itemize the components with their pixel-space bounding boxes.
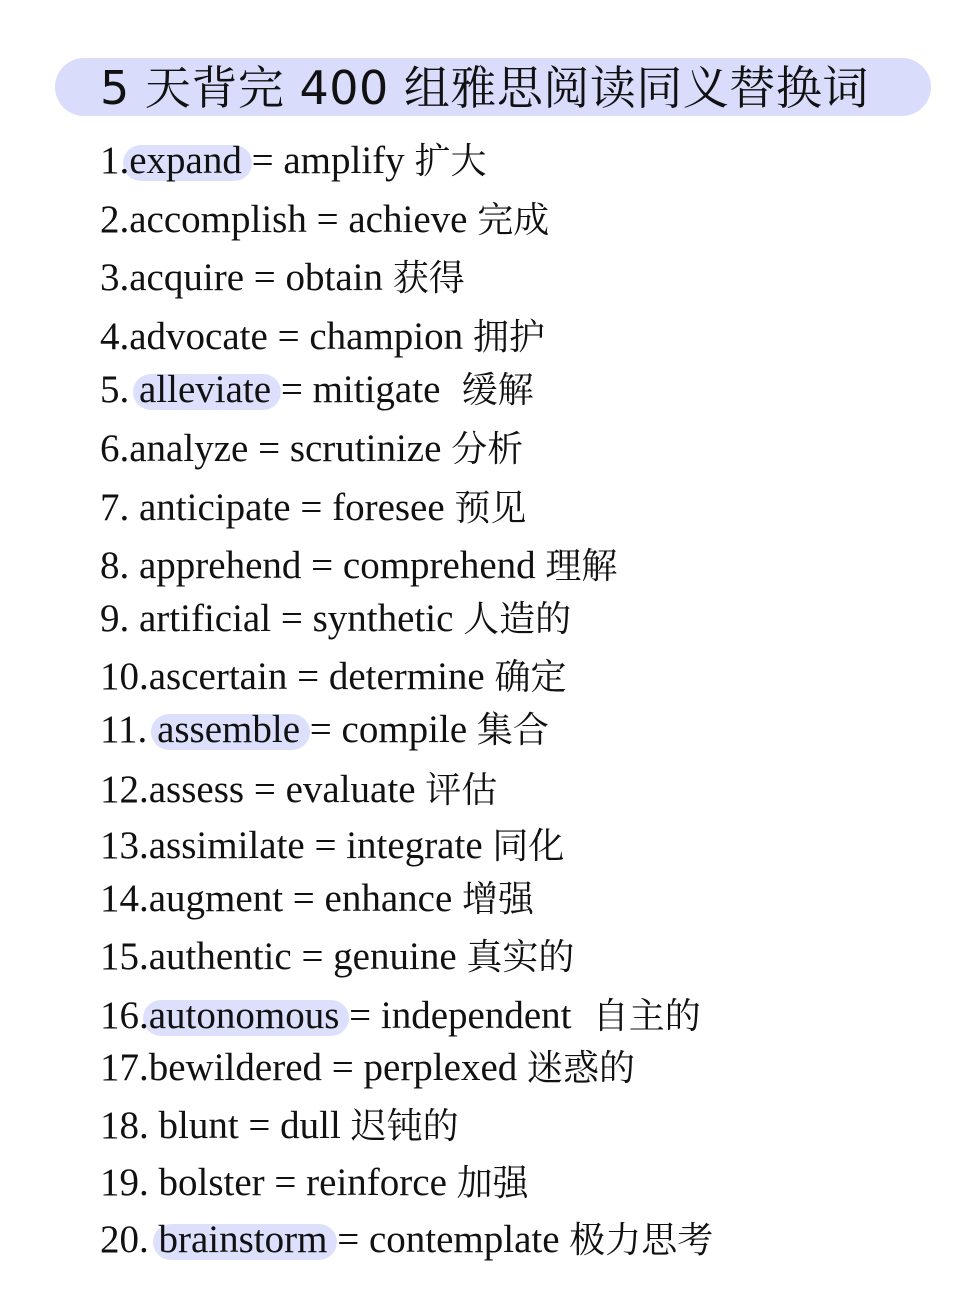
synonym: = determine [287,655,495,698]
highlighted-headword: assemble [157,705,300,755]
synonym: = dull [238,1104,351,1147]
item-number: 9. [100,597,139,640]
chinese-meaning: 确定 [494,657,567,698]
chinese-meaning: 缓解 [450,370,534,411]
page-title: 5 天背完 400 组雅思阅读同义替换词 [100,61,869,115]
item-number: 2. [100,198,130,241]
headword: authentic [148,935,292,978]
synonym: = synthetic [271,597,464,640]
item-number: 16. [100,994,149,1037]
chinese-meaning: 预见 [454,488,527,529]
headword: assess [148,768,245,811]
item-number: 4. [100,315,130,358]
highlighted-headword: expand [129,136,242,186]
synonym: = enhance [283,877,463,920]
list-item [100,1158,529,1208]
item-number: 11. [100,708,158,751]
synonym: = amplify [241,139,415,182]
list-item [100,652,567,702]
headword: artificial [139,597,272,640]
list-item [100,874,534,924]
item-number: 7. [100,486,139,529]
headword: blunt [158,1104,239,1147]
item-number: 3. [100,256,130,299]
item-number: 14. [100,877,149,920]
synonym: = contemplate [327,1218,570,1261]
list-item [100,1101,459,1151]
chinese-meaning: 分析 [451,429,524,470]
item-number: 15. [100,935,149,978]
headword: apprehend [139,544,302,587]
synonym: = independent [339,994,582,1037]
highlighted-headword: brainstorm [159,1215,328,1265]
list-item [100,705,549,755]
headword: assimilate [148,824,305,867]
list-item [100,821,564,871]
highlighted-headword: autonomous [149,991,340,1041]
item-number: 8. [100,544,139,587]
item-number: 10. [100,655,149,698]
list-item [100,594,571,644]
synonym: = mitigate [271,368,451,411]
synonym: = compile [300,708,477,751]
list-item [100,253,465,303]
headword: bolster [158,1161,265,1204]
item-number: 6. [100,427,130,470]
synonym: = comprehend [301,544,546,587]
item-number: 12. [100,768,149,811]
item-number: 18. [100,1104,159,1147]
item-number: 20. [100,1218,159,1261]
synonym: = champion [267,315,473,358]
list-item [100,424,523,474]
list-item [100,1043,635,1093]
list-item [100,765,497,815]
list-item [100,312,545,362]
headword: ascertain [148,655,288,698]
headword: accomplish [129,198,307,241]
item-number: 13. [100,824,149,867]
synonym: = genuine [291,935,467,978]
item-number: 1. [100,139,130,182]
list-item [100,1215,713,1265]
synonym: = obtain [244,256,393,299]
chinese-meaning: 扩大 [414,141,487,182]
highlighted-headword: alleviate [139,365,271,415]
list-item [100,195,549,245]
headword: bewildered [148,1046,323,1089]
synonym: = integrate [304,824,493,867]
chinese-meaning: 迷惑的 [527,1048,636,1089]
chinese-meaning: 加强 [456,1163,529,1204]
list-item [100,365,534,415]
list-item [100,483,526,533]
list-item [100,991,701,1041]
list-item [100,136,486,186]
chinese-meaning: 集合 [476,710,549,751]
chinese-meaning: 极力思考 [569,1220,714,1261]
headword: anticipate [139,486,291,529]
headword: acquire [129,256,245,299]
item-number: 19. [100,1161,159,1204]
headword: augment [148,877,284,920]
synonym: = evaluate [244,768,426,811]
chinese-meaning: 迟钝的 [350,1106,459,1147]
list-item [100,932,574,982]
chinese-meaning: 理解 [545,546,618,587]
chinese-meaning: 人造的 [463,599,572,640]
chinese-meaning: 拥护 [472,317,545,358]
item-number: 5. [100,368,139,411]
chinese-meaning: 真实的 [466,937,575,978]
synonym: = achieve [306,198,478,241]
synonym: = perplexed [322,1046,528,1089]
chinese-meaning: 自主的 [581,996,701,1037]
headword: analyze [129,427,249,470]
chinese-meaning: 同化 [492,826,565,867]
synonym: = reinforce [264,1161,457,1204]
list-item [100,541,617,591]
chinese-meaning: 完成 [477,200,550,241]
headword: advocate [129,315,268,358]
chinese-meaning: 获得 [392,258,465,299]
synonym: = foresee [290,486,455,529]
synonym: = scrutinize [248,427,452,470]
item-number: 17. [100,1046,149,1089]
chinese-meaning: 评估 [425,770,498,811]
chinese-meaning: 增强 [462,879,535,920]
